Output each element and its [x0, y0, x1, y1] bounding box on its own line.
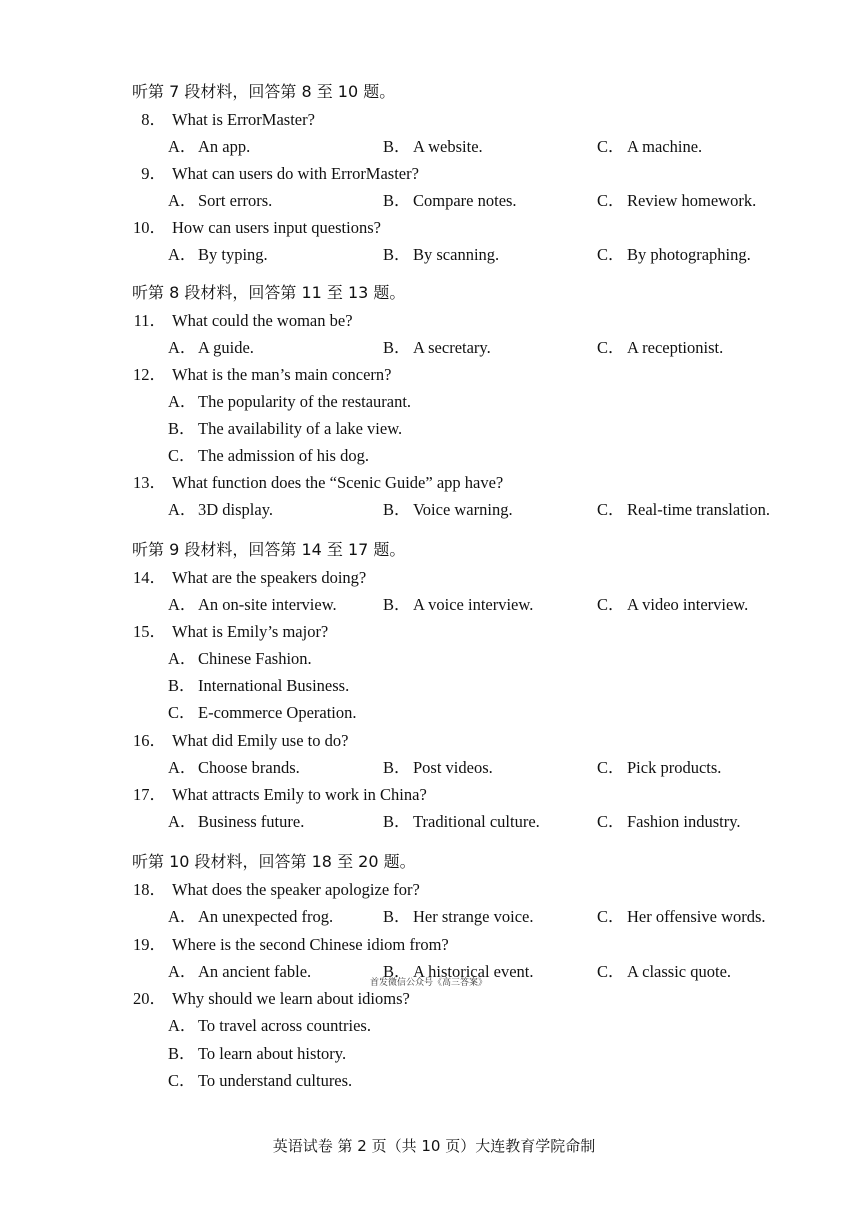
- question-text: Why should we learn about idioms?: [172, 989, 410, 1008]
- question-number: 10．: [133, 218, 166, 237]
- option-text: The availability of a lake view.: [198, 419, 403, 438]
- option-b: [168, 672, 349, 696]
- option-b: [383, 591, 533, 615]
- question-9: [132, 160, 419, 184]
- option-text: Her offensive words.: [627, 907, 766, 926]
- question-number: 18．: [133, 880, 166, 899]
- option-b: [383, 133, 483, 157]
- section-heading: 听第 7 段材料，回答第 8 至 10 题。: [132, 82, 396, 101]
- option-b: [168, 1040, 346, 1064]
- option-a: [168, 187, 272, 211]
- option-letter: C．: [168, 1071, 196, 1090]
- option-a: [168, 645, 312, 669]
- option-text: Choose brands.: [198, 758, 300, 777]
- watermark-text: 首发微信公众号《高三答案》: [370, 978, 488, 988]
- option-text: Voice warning.: [413, 500, 513, 519]
- option-letter: A．: [168, 649, 197, 668]
- option-c: [597, 808, 741, 832]
- question-number: 17．: [133, 785, 166, 804]
- option-text: International Business.: [198, 676, 350, 695]
- option-text: A guide.: [198, 338, 254, 357]
- question-text: What can users do with ErrorMaster?: [172, 164, 419, 183]
- option-text: To learn about history.: [198, 1044, 347, 1063]
- option-text: Post videos.: [413, 758, 493, 777]
- option-text: Fashion industry.: [627, 812, 741, 831]
- option-b: [383, 903, 534, 927]
- question-text: What is Emily’s major?: [172, 622, 329, 641]
- option-text: A machine.: [627, 137, 703, 156]
- question-17: [132, 781, 427, 805]
- option-text: An unexpected frog.: [198, 907, 334, 926]
- question-number: 14．: [133, 568, 166, 587]
- option-b: [168, 415, 402, 439]
- option-c: [168, 442, 369, 466]
- option-c: [597, 591, 748, 615]
- option-text: A receptionist.: [627, 338, 724, 357]
- question-12: [132, 361, 391, 385]
- option-letter: B．: [168, 419, 196, 438]
- option-a: [168, 958, 311, 982]
- option-letter: B．: [383, 758, 411, 777]
- question-15: [132, 618, 328, 642]
- option-letter: B．: [383, 137, 411, 156]
- option-letter: C．: [597, 595, 625, 614]
- question-20: [132, 985, 410, 1009]
- option-text: Business future.: [198, 812, 305, 831]
- option-letter: C．: [597, 907, 625, 926]
- option-text: To understand cultures.: [198, 1071, 353, 1090]
- option-text: A secretary.: [413, 338, 491, 357]
- question-text: What is the man’s main concern?: [172, 365, 392, 384]
- option-c: [597, 958, 731, 982]
- option-letter: B．: [383, 245, 411, 264]
- option-letter: A．: [168, 392, 197, 411]
- option-b: [383, 808, 540, 832]
- option-c: [597, 334, 723, 358]
- option-letter: A．: [168, 1016, 197, 1035]
- question-text: What could the woman be?: [172, 311, 353, 330]
- option-letter: A．: [168, 338, 197, 357]
- option-a: [168, 496, 273, 520]
- option-text: Chinese Fashion.: [198, 649, 312, 668]
- option-a: [168, 388, 411, 412]
- question-13: [132, 469, 503, 493]
- option-text: Pick products.: [627, 758, 722, 777]
- option-text: Compare notes.: [413, 191, 517, 210]
- question-number: 11．: [133, 311, 166, 330]
- option-letter: C．: [597, 758, 625, 777]
- page-footer: 英语试卷 第 2 页（共 10 页）大连教育学院命制: [272, 1137, 596, 1155]
- option-text: Sort errors.: [198, 191, 273, 210]
- question-text: How can users input questions?: [172, 218, 381, 237]
- question-14: [132, 564, 366, 588]
- option-b: [383, 187, 517, 211]
- option-text: A video interview.: [627, 595, 749, 614]
- option-c: [597, 133, 702, 157]
- option-a: [168, 754, 300, 778]
- option-b: [383, 334, 491, 358]
- option-text: A voice interview.: [413, 595, 534, 614]
- option-letter: C．: [597, 191, 625, 210]
- option-a: [168, 334, 254, 358]
- option-letter: B．: [383, 191, 411, 210]
- option-text: A classic quote.: [627, 962, 732, 981]
- question-number: 15．: [133, 622, 166, 641]
- question-16: [132, 727, 348, 751]
- question-number: 16．: [133, 731, 166, 750]
- option-text: A website.: [413, 137, 483, 156]
- option-c: [168, 1067, 352, 1091]
- question-11: [132, 307, 353, 331]
- option-letter: B．: [168, 1044, 196, 1063]
- question-number: 12．: [133, 365, 166, 384]
- question-number: 20．: [133, 989, 166, 1008]
- option-letter: C．: [597, 500, 625, 519]
- option-text: An app.: [198, 137, 251, 156]
- option-b: [383, 754, 493, 778]
- option-letter: A．: [168, 758, 197, 777]
- question-text: What function does the “Scenic Guide” app have?: [172, 473, 504, 492]
- option-letter: A．: [168, 962, 197, 981]
- option-c: [168, 699, 357, 723]
- option-c: [597, 241, 751, 265]
- question-number: 8．: [141, 110, 166, 129]
- option-text: E-commerce Operation.: [198, 703, 357, 722]
- question-text: Where is the second Chinese idiom from?: [172, 935, 449, 954]
- option-letter: B．: [383, 595, 411, 614]
- option-text: A historical event.: [413, 962, 534, 981]
- option-letter: C．: [597, 962, 625, 981]
- option-letter: A．: [168, 907, 197, 926]
- option-letter: C．: [168, 703, 196, 722]
- option-b: [383, 241, 499, 265]
- option-text: By scanning.: [413, 245, 500, 264]
- option-letter: A．: [168, 245, 197, 264]
- option-c: [597, 903, 766, 927]
- option-letter: B．: [383, 962, 411, 981]
- option-a: [168, 591, 337, 615]
- question-text: What is ErrorMaster?: [172, 110, 315, 129]
- question-19: [132, 931, 449, 955]
- question-text: What did Emily use to do?: [172, 731, 349, 750]
- question-text: What are the speakers doing?: [172, 568, 367, 587]
- option-c: [597, 754, 721, 778]
- option-letter: A．: [168, 500, 197, 519]
- option-letter: C．: [597, 245, 625, 264]
- option-text: The popularity of the restaurant.: [198, 392, 412, 411]
- question-number: 9．: [141, 164, 166, 183]
- option-text: 3D display.: [198, 500, 274, 519]
- option-letter: A．: [168, 191, 197, 210]
- option-text: An on-site interview.: [198, 595, 337, 614]
- option-letter: C．: [597, 137, 625, 156]
- option-a: [168, 1012, 371, 1036]
- option-text: Traditional culture.: [413, 812, 540, 831]
- question-text: What does the speaker apologize for?: [172, 880, 420, 899]
- option-letter: A．: [168, 812, 197, 831]
- option-letter: C．: [597, 338, 625, 357]
- option-text: An ancient fable.: [198, 962, 312, 981]
- option-letter: B．: [383, 500, 411, 519]
- section-heading: 听第 10 段材料，回答第 18 至 20 题。: [132, 852, 416, 871]
- option-letter: C．: [597, 812, 625, 831]
- option-letter: C．: [168, 446, 196, 465]
- option-letter: B．: [383, 812, 411, 831]
- question-18: [132, 876, 420, 900]
- question-10: [132, 214, 381, 238]
- option-text: To travel across countries.: [198, 1016, 371, 1035]
- option-letter: A．: [168, 137, 197, 156]
- option-text: Review homework.: [627, 191, 757, 210]
- section-heading: 听第 9 段材料，回答第 14 至 17 题。: [132, 540, 406, 559]
- option-a: [168, 903, 333, 927]
- option-c: [597, 496, 770, 520]
- option-text: The admission of his dog.: [198, 446, 369, 465]
- option-c: [597, 187, 756, 211]
- option-text: Her strange voice.: [413, 907, 534, 926]
- section-heading: 听第 8 段材料，回答第 11 至 13 题。: [132, 283, 406, 302]
- question-number: 13．: [133, 473, 166, 492]
- option-a: [168, 133, 250, 157]
- option-text: By typing.: [198, 245, 268, 264]
- option-text: Real-time translation.: [627, 500, 770, 519]
- question-number: 19．: [133, 935, 166, 954]
- question-text: What attracts Emily to work in China?: [172, 785, 427, 804]
- option-letter: B．: [383, 338, 411, 357]
- option-letter: A．: [168, 595, 197, 614]
- option-a: [168, 241, 268, 265]
- option-b: [383, 496, 513, 520]
- option-text: By photographing.: [627, 245, 751, 264]
- option-a: [168, 808, 304, 832]
- option-letter: B．: [168, 676, 196, 695]
- question-8: [132, 106, 315, 130]
- option-letter: B．: [383, 907, 411, 926]
